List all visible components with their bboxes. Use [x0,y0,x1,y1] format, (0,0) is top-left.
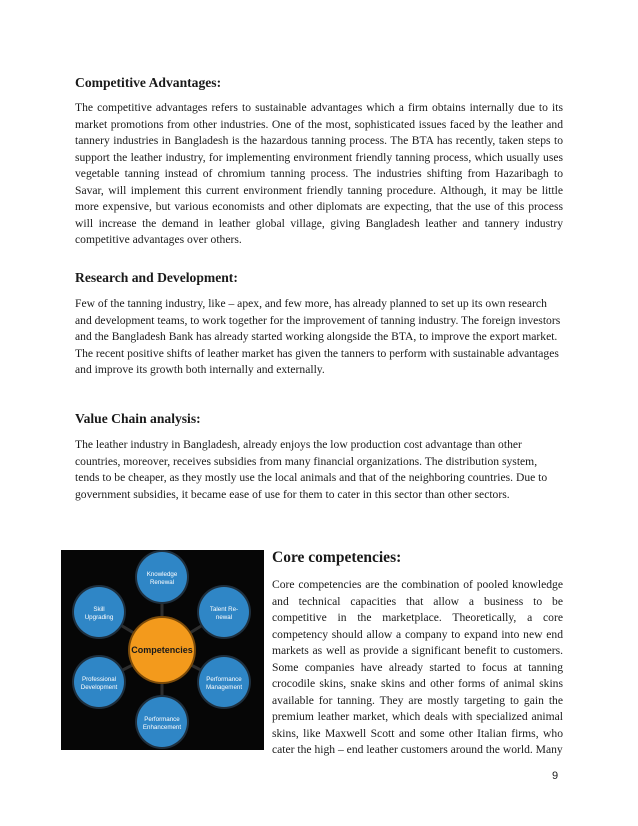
heading-value-chain: Value Chain analysis: [75,411,201,426]
page-number: 9 [552,770,559,782]
diagram-node [72,655,126,709]
competencies-diagram-svg [61,550,264,750]
diagram-node-label: Talent Re-newal [209,606,239,621]
heading-core-competencies: Core competencies: [272,549,402,566]
paragraph-value-chain: The leather industry in Bangladesh, already enjoys the low production cost advantage than other countries, moreover, receives subsidies from many financial organizations. The distribution system, tends to be cheaper, as they mostly use the local animals and that of the neighboring countries. Due to government subsidies, it became ease of use for them to cater in this sector than other sectors. [75,438,548,501]
paragraph-competitive-advantages: The competitive advantages refers to sustainable advantages which a firm obtains internally due to its market promotions from other industries. One of the most, sophisticated issues faced by the leather and tannery industries in Bangladesh is the hazardous tanning process. The BTA has recently, taken steps to support the leather industry, for implementing environment friendly tanning process, which usually uses vegetable tanning instead of chromium tanning process. The industries shifting from Hazaribagh to Savar, will implement this current environment friendly tanning procedure. Although, it may be little more expensive, but various economists and other diplomats are expecting, that the use of this process will increase the demand in leather global village, giving Bangladesh leather and tannery industry competitive advantages over others. [75,101,563,246]
diagram-node-label: Skill Upgrading [84,606,114,621]
paragraph-research-development: Few of the tanning industry, like – apex, and few more, has already planned to set up its own research and development teams, to work together for the improvement of tanning industry. The foreign investors and the Bangladesh Bank has already started working alongside the BTA, to improve the export market. The recent positive shifts of leather market has given the tanners to perform with sustainable advantages and improve its growth both internally and externally. [75,297,561,376]
diagram-node-label: Professional Development [80,676,118,691]
paragraph-core-competencies: Core competencies are the combination of pooled knowledge and technical capacities that allow a business to be competitive in the marketplace. Theoretically, a core competency should allow a company to expand into new end markets as well as provide a significant benefit to customers. Some companies have already started to focus at tanning crocodile skins, snake skins and other forms of animal skins available for tanning. They are mostly targeting to gain the premium leather market, which deals with specialized animal skins, like Maxwell Scott and some other Italian firms, who cater the high – end leather customers around the world. Many [272,578,563,756]
competencies-diagram [61,550,264,750]
diagram-node [135,550,189,604]
diagram-node-label: Knowledge Renewal [146,571,178,586]
diagram-node-label: Performance Enhancement [142,716,182,731]
diagram-node [197,655,251,709]
diagram-node [135,695,189,749]
heading-research-development: Research and Development: [75,270,238,285]
diagram-center-label: Competencies [131,645,193,655]
heading-competitive-advantages: Competitive Advantages: [75,75,222,90]
diagram-node [197,585,251,639]
diagram-node-label: Performance Management [205,676,243,691]
diagram-node [72,585,126,639]
